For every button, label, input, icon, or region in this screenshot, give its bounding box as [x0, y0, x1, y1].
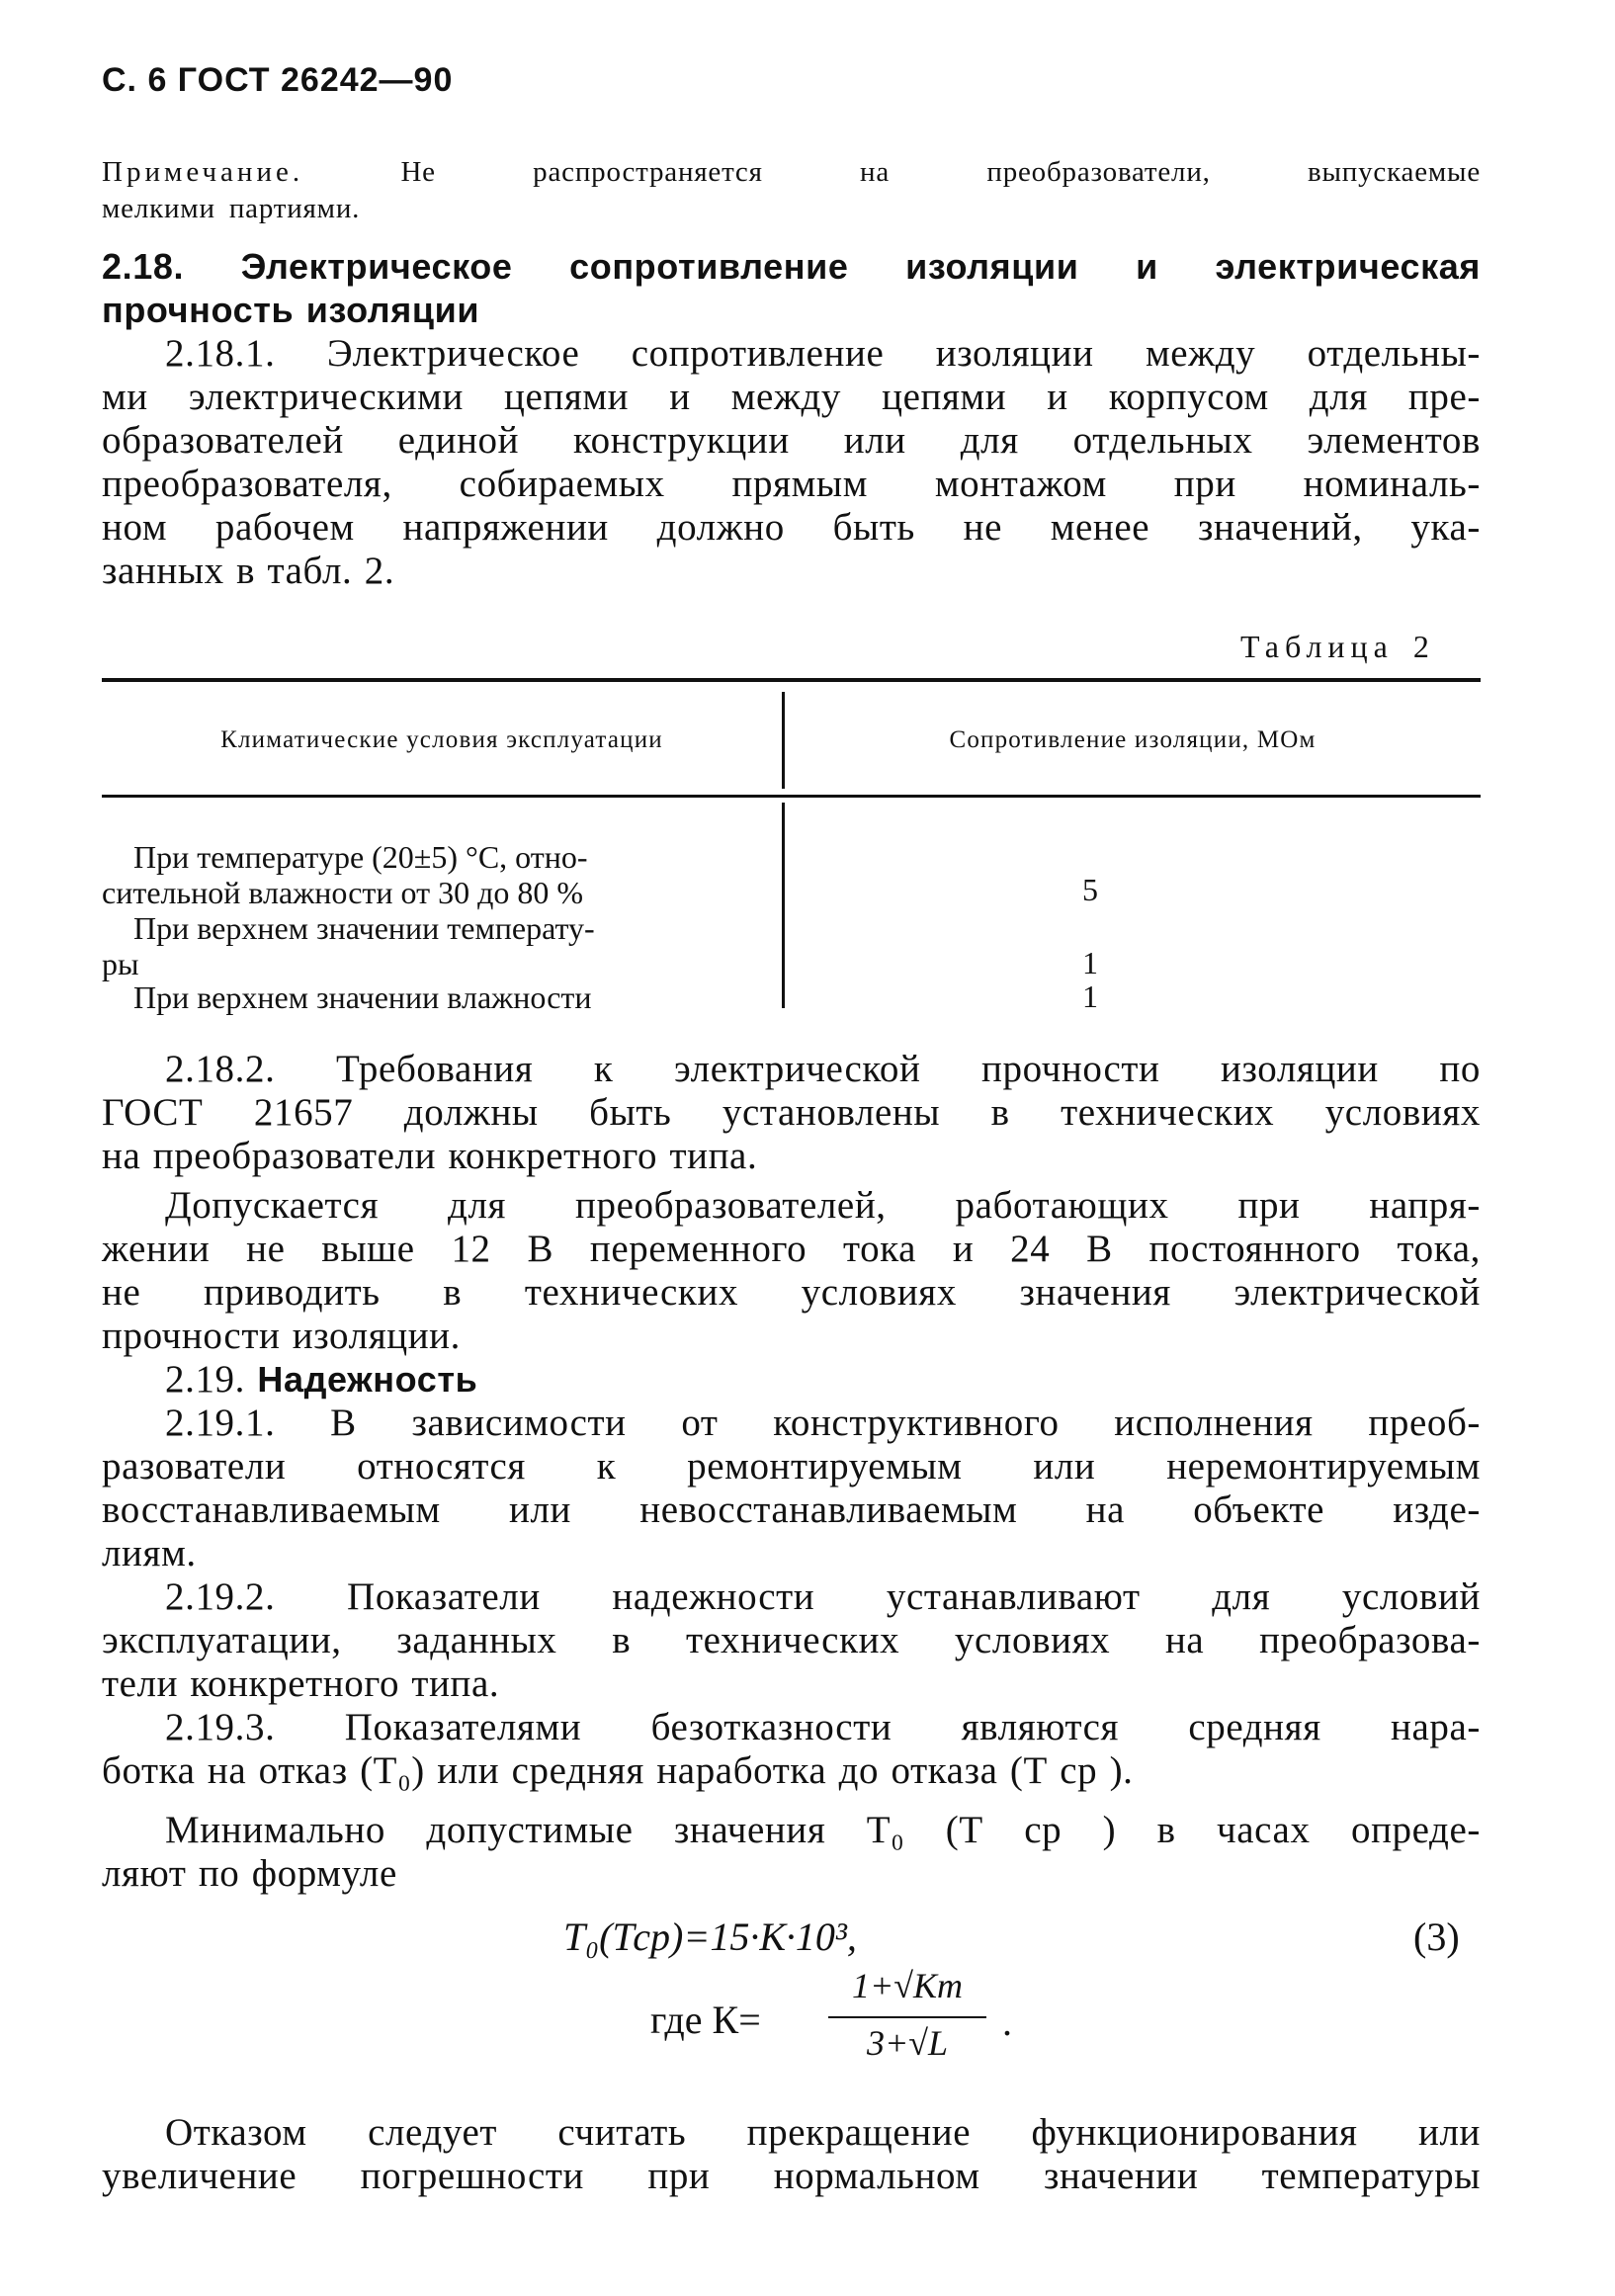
note-label: Примечание. [102, 156, 304, 188]
formula-main: Т₀(Тср)=15·К·10³, [563, 1914, 857, 1959]
para-allow-line: прочности изоляции. [102, 1315, 461, 1357]
table-col2-header: Сопротивление изоляции, МОм [949, 726, 1317, 753]
table-caption: Таблица 2 [1240, 629, 1435, 664]
section-2-18-title-line-1 [102, 245, 1481, 289]
formula-fraction-bar [828, 2016, 986, 2018]
table-row-2-cond-1: При верхнем значении температу- [133, 910, 595, 946]
para-2-18-1-line: преобразователя, собираемых прямым монтажом при номиналь- [102, 463, 1481, 505]
para-2-19-3-line-1: 2.19.3. Показателями безотказности являются средняя нара- [165, 1706, 1481, 1748]
para-2-18-1-line: ном рабочем напряжении должно быть не менее значений, ука- [102, 506, 1481, 549]
para-2-18-1-line: 2.18.1. Электрическое сопротивление изоляции между отдельны- [165, 332, 1481, 375]
table-row-3-value: 1 [1082, 978, 1098, 1014]
table-col1-header: Климатические условия эксплуатации [220, 726, 663, 753]
para-2-19-3-line-2: ботка на отказ (Т₀) или средняя наработка до отказа (Т ср ). [102, 1749, 1134, 1792]
table-header-rule [102, 795, 1481, 798]
note-text-1: Не распространяется на преобразователи, выпускаемые [400, 156, 1481, 188]
page-header: С. 6 ГОСТ 26242—90 [102, 61, 454, 99]
table-top-rule [102, 678, 1481, 682]
section-2-19-number: 2.19. [165, 1358, 245, 1401]
table-row-1-cond-2: сительной влажности от 30 до 80 % [102, 875, 584, 910]
para-fail-line: Отказом следует считать прекращение функционирования или [165, 2111, 1481, 2154]
section-2-18-title-line-2 [102, 289, 1481, 332]
note-line-1 [102, 156, 1481, 189]
table-row-2-value: 1 [1082, 945, 1098, 980]
formula-number: (3) [1413, 1914, 1460, 1959]
formula-where: где К= [650, 1998, 761, 2042]
para-2-18-1-line: занных в табл. 2. [102, 550, 395, 592]
para-2-19-1-line: лиям. [102, 1532, 197, 1574]
para-2-18-2-line: 2.18.2. Требования к электрической прочности изоляции по [165, 1048, 1481, 1090]
para-2-19-1-line: разователи относятся к ремонтируемым или неремонтируемым [102, 1445, 1481, 1488]
table-row-2-cond-2: ры [102, 946, 139, 981]
para-2-19-2-line: тели конкретного типа. [102, 1662, 500, 1705]
section-2-19-title [165, 1358, 1544, 1402]
table-row-1-cond-1: При температуре (20±5) °С, отно- [133, 839, 588, 875]
formula-numerator: 1+√Kт [851, 1966, 964, 2005]
formula-denominator: 3+√L [866, 2023, 949, 2063]
para-2-18-2-line: ГОСТ 21657 должны быть установлены в технических условиях [102, 1091, 1481, 1134]
para-2-18-2-line: на преобразователи конкретного типа. [102, 1135, 758, 1177]
section-2-18-title-2: прочность изоляции [102, 290, 480, 330]
table-row-3-cond: При верхнем значении влажности [133, 979, 592, 1015]
para-allow-line: Допускается для преобразователей, работающих при напря- [165, 1184, 1481, 1227]
section-2-19-label: Надежность [257, 1359, 478, 1400]
para-min-line-1: Минимально допустимые значения Т₀ (Т ср ) в часах опреде- [165, 1809, 1481, 1851]
para-2-18-1-line: образователей единой конструкции или для отдельных элементов [102, 419, 1481, 462]
para-2-19-2-line: эксплуатации, заданных в технических условиях на преобразова- [102, 1619, 1481, 1661]
para-allow-line: жении не выше 12 В переменного тока и 24 В постоянного тока, [102, 1228, 1481, 1270]
para-2-19-1-line: 2.19.1. В зависимости от конструктивного исполнения преоб- [165, 1402, 1481, 1444]
para-2-19-1-line: восстанавливаемым или невосстанавливаемым на объекте изде- [102, 1488, 1481, 1531]
para-fail-line: увеличение погрешности при нормальном значении температуры [102, 2155, 1481, 2197]
para-2-18-1-line: ми электрическими цепями и между цепями и корпусом для пре- [102, 376, 1481, 418]
table-row-1-value: 5 [1082, 872, 1098, 907]
note-line-2: мелкими партиями. [102, 193, 361, 224]
table-body-divider [782, 803, 785, 1008]
formula-suffix: . [1002, 1999, 1012, 2044]
para-allow-line: не приводить в технических условиях значения электрической [102, 1271, 1481, 1314]
para-min-line-2: ляют по формуле [102, 1852, 397, 1895]
section-2-18-title-1: 2.18. Электрическое сопротивление изоляции и электрическая [102, 246, 1481, 287]
para-2-19-2-line: 2.19.2. Показатели надежности устанавливают для условий [165, 1575, 1481, 1618]
